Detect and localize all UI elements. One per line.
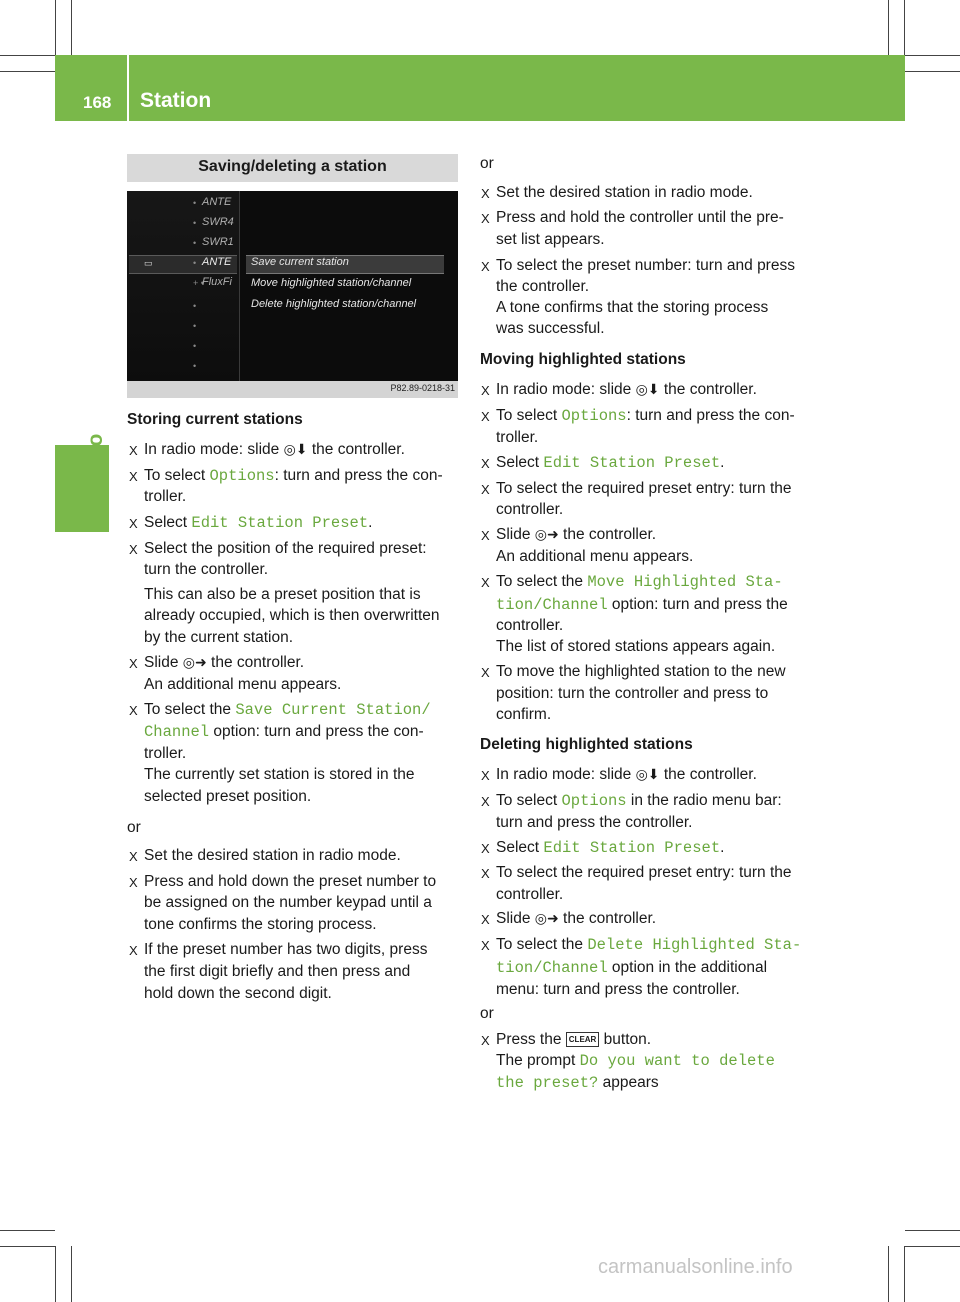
instruction-line: Select Edit Station Preset. [496,839,725,857]
bullet-arrow: X [481,794,490,809]
controller-slide-right-icon: ◎➜ [534,526,559,542]
bullet-arrow: X [129,542,138,557]
station-item: SWR1 [202,236,234,248]
code-move-highlighted: Move Highlighted Sta‐ [587,573,783,591]
clear-key-icon: CLEAR [566,1032,600,1047]
text-line: the first digit briefly and then press and [144,963,411,980]
code-edit-station-preset: Edit Station Preset [543,839,721,857]
text-line: Set the desired station in radio mode. [496,184,753,201]
code-channel: Channel [144,723,210,741]
crop-mark [0,1246,55,1247]
crop-mark [888,0,889,55]
or-text: or [127,819,141,836]
station-item: FluxFi [202,276,232,288]
text-line: controller. [496,501,564,518]
text-line: troller. [144,488,187,505]
heading-storing: Storing current stations [127,411,303,428]
text-line: controller. [496,617,564,634]
text-line: confirm. [496,706,552,723]
crop-mark [0,1230,55,1231]
text-line: the controller. [496,278,590,295]
bullet-arrow: X [481,211,490,226]
controller-slide-down-icon: ◎⬇ [635,766,660,782]
or-text: or [480,155,494,172]
code-the-preset: the preset? [496,1074,599,1092]
bullet-arrow: X [481,259,490,274]
page-number: 168 [83,93,112,112]
instruction-line: Select Edit Station Preset. [144,514,373,532]
instruction-line: Press the CLEAR button. [496,1031,652,1048]
instruction-line: To select Options in the radio menu bar: [496,792,782,810]
menu-item-delete: Delete highlighted station/channel [251,298,417,310]
crop-mark [905,55,960,56]
instruction-line: tion/Channel option: turn and press the [496,596,788,614]
code-do-you-want: Do you want to delete [579,1052,775,1070]
instruction-line: Slide ◎➜ the controller. [496,908,656,930]
page-title: Station [140,89,212,112]
bullet-arrow: X [481,665,490,680]
text-line: tone confirms the storing process. [144,916,377,933]
text-line: troller. [144,745,187,762]
text-line: position: turn the controller and press to [496,685,769,702]
menu-item-save: Save current station [251,256,349,268]
instruction-line: the preset? appears [496,1074,659,1092]
instruction-line: tion/Channel option in the additional [496,959,768,977]
instruction-line: In radio mode: slide ◎⬇ the controller. [496,379,757,401]
text-line: To select the required preset entry: turn the [496,864,792,881]
text-line: turn the controller. [144,561,269,578]
bullet-arrow: X [481,866,490,881]
code-edit-station-preset: Edit Station Preset [543,454,721,472]
crop-mark [888,1246,889,1302]
text-line: menu: turn and press the controller. [496,981,740,998]
text-line: hold down the second digit. [144,985,332,1002]
instruction-line: Select Edit Station Preset. [496,454,725,472]
text-line: Select the position of the required preset: [144,540,427,557]
menu-item-move: Move highlighted station/channel [251,277,412,289]
watermark: carmanualsonline.info [598,1256,793,1278]
or-text: or [480,1005,494,1022]
header-divider [127,55,129,121]
crop-mark [905,1246,960,1247]
code-options: Options [561,407,627,425]
text-line: be assigned on the number keypad until a [144,894,432,911]
text-line: Press and hold down the preset number to [144,873,437,890]
crop-mark [0,55,55,56]
controller-slide-right-icon: ◎➜ [534,910,559,926]
instruction-line: Slide ◎➜ the controller. [144,652,304,674]
bullet-arrow: X [481,912,490,927]
crop-mark [55,0,56,55]
bullet-arrow: X [129,943,138,958]
instruction-line: Slide ◎➜ the controller. [496,524,656,546]
text-line: The currently set station is stored in the [144,766,415,783]
instruction-line: The prompt Do you want to delete [496,1052,775,1070]
text-line: Set the desired station in radio mode. [144,847,401,864]
controller-slide-down-icon: ◎⬇ [635,381,660,397]
side-tab-block [55,445,109,532]
text-line: To move the highlighted station to the new [496,663,786,680]
instruction-line: Channel option: turn and press the con- [144,723,424,741]
text-line: To select the required preset entry: turn the [496,480,792,497]
text-line: This can also be a preset position that is [144,586,421,603]
text-line: controller. [496,886,564,903]
bullet-arrow: X [481,938,490,953]
instruction-line: To select Options: turn and press the con- [496,407,795,425]
bullet-arrow: X [129,703,138,718]
heading-deleting: Deleting highlighted stations [480,736,693,753]
crop-mark [904,0,905,55]
code-options: Options [209,467,275,485]
text-line: A tone confirms that the storing process [496,299,769,316]
station-item: SWR4 [202,216,234,228]
radio-screen-image: ▭ • ANTE • SWR4 • SWR1 • ANTE + • FluxFi • • • • Save current station Move highlighted station/channel Delete highlighted station/channel P82.89-0218-31 [127,191,458,398]
bullet-arrow: X [481,528,490,543]
crop-mark [71,0,72,55]
station-item: ANTE [202,256,232,268]
bullet-arrow: X [129,656,138,671]
bullet-arrow: X [481,186,490,201]
bullet-arrow: X [481,409,490,424]
preset-icon: ▭ [144,258,153,268]
bullet-arrow: X [481,482,490,497]
instruction-line: To select the Save Current Station/ [144,701,431,719]
text-line: troller. [496,429,539,446]
instruction-line: In radio mode: slide ◎⬇ the controller. [144,439,405,461]
image-reference: P82.89-0218-31 [390,383,455,393]
bullet-arrow: X [481,768,490,783]
bullet-arrow: X [481,575,490,590]
bullet-arrow: X [129,875,138,890]
code-edit-station-preset: Edit Station Preset [191,514,369,532]
instruction-line: To select the Delete Highlighted Sta‐ [496,936,802,954]
text-line: was successful. [496,320,605,337]
controller-slide-down-icon: ◎⬇ [283,441,308,457]
bullet-arrow: X [129,469,138,484]
bullet-arrow: X [129,516,138,531]
bullet-arrow: X [481,1033,490,1048]
crop-mark [55,1246,56,1302]
crop-mark [0,71,55,72]
section-header [127,154,458,182]
text-line: by the current station. [144,629,294,646]
instruction-line: To select the Move Highlighted Sta‐ [496,573,783,591]
bullet-arrow: X [481,841,490,856]
crop-mark [71,1246,72,1302]
code-tion-channel: tion/Channel [496,959,608,977]
heading-moving: Moving highlighted stations [480,351,686,368]
crop-mark [905,71,960,72]
bullet-arrow: X [129,849,138,864]
instruction-line: To select Options: turn and press the con- [144,467,443,485]
text-line: An additional menu appears. [144,676,342,693]
text-line: turn and press the controller. [496,814,693,831]
bullet-arrow: X [129,443,138,458]
text-line: If the preset number has two digits, press [144,941,428,958]
crop-mark [905,1230,960,1231]
text-line: already occupied, which is then overwritten [144,607,440,624]
text-line: To select the preset number: turn and press [496,257,795,274]
text-line: selected preset position. [144,788,312,805]
station-item: ANTE [202,196,232,208]
code-save-current-station: Save Current Station/ [235,701,431,719]
crop-mark [904,1246,905,1302]
text-line: Press and hold the controller until the pre- [496,209,784,226]
code-options: Options [561,792,627,810]
instruction-line: In radio mode: slide ◎⬇ the controller. [496,764,757,786]
bullet-arrow: X [481,383,490,398]
code-tion-channel: tion/Channel [496,596,608,614]
code-delete-highlighted: Delete Highlighted Sta‐ [587,936,802,954]
text-line: set list appears. [496,231,605,248]
section-title: Saving/deleting a station [198,158,387,175]
controller-slide-right-icon: ◎➜ [182,654,207,670]
text-line: An additional menu appears. [496,548,694,565]
text-line: The list of stored stations appears again. [496,638,776,655]
bullet-arrow: X [481,456,490,471]
